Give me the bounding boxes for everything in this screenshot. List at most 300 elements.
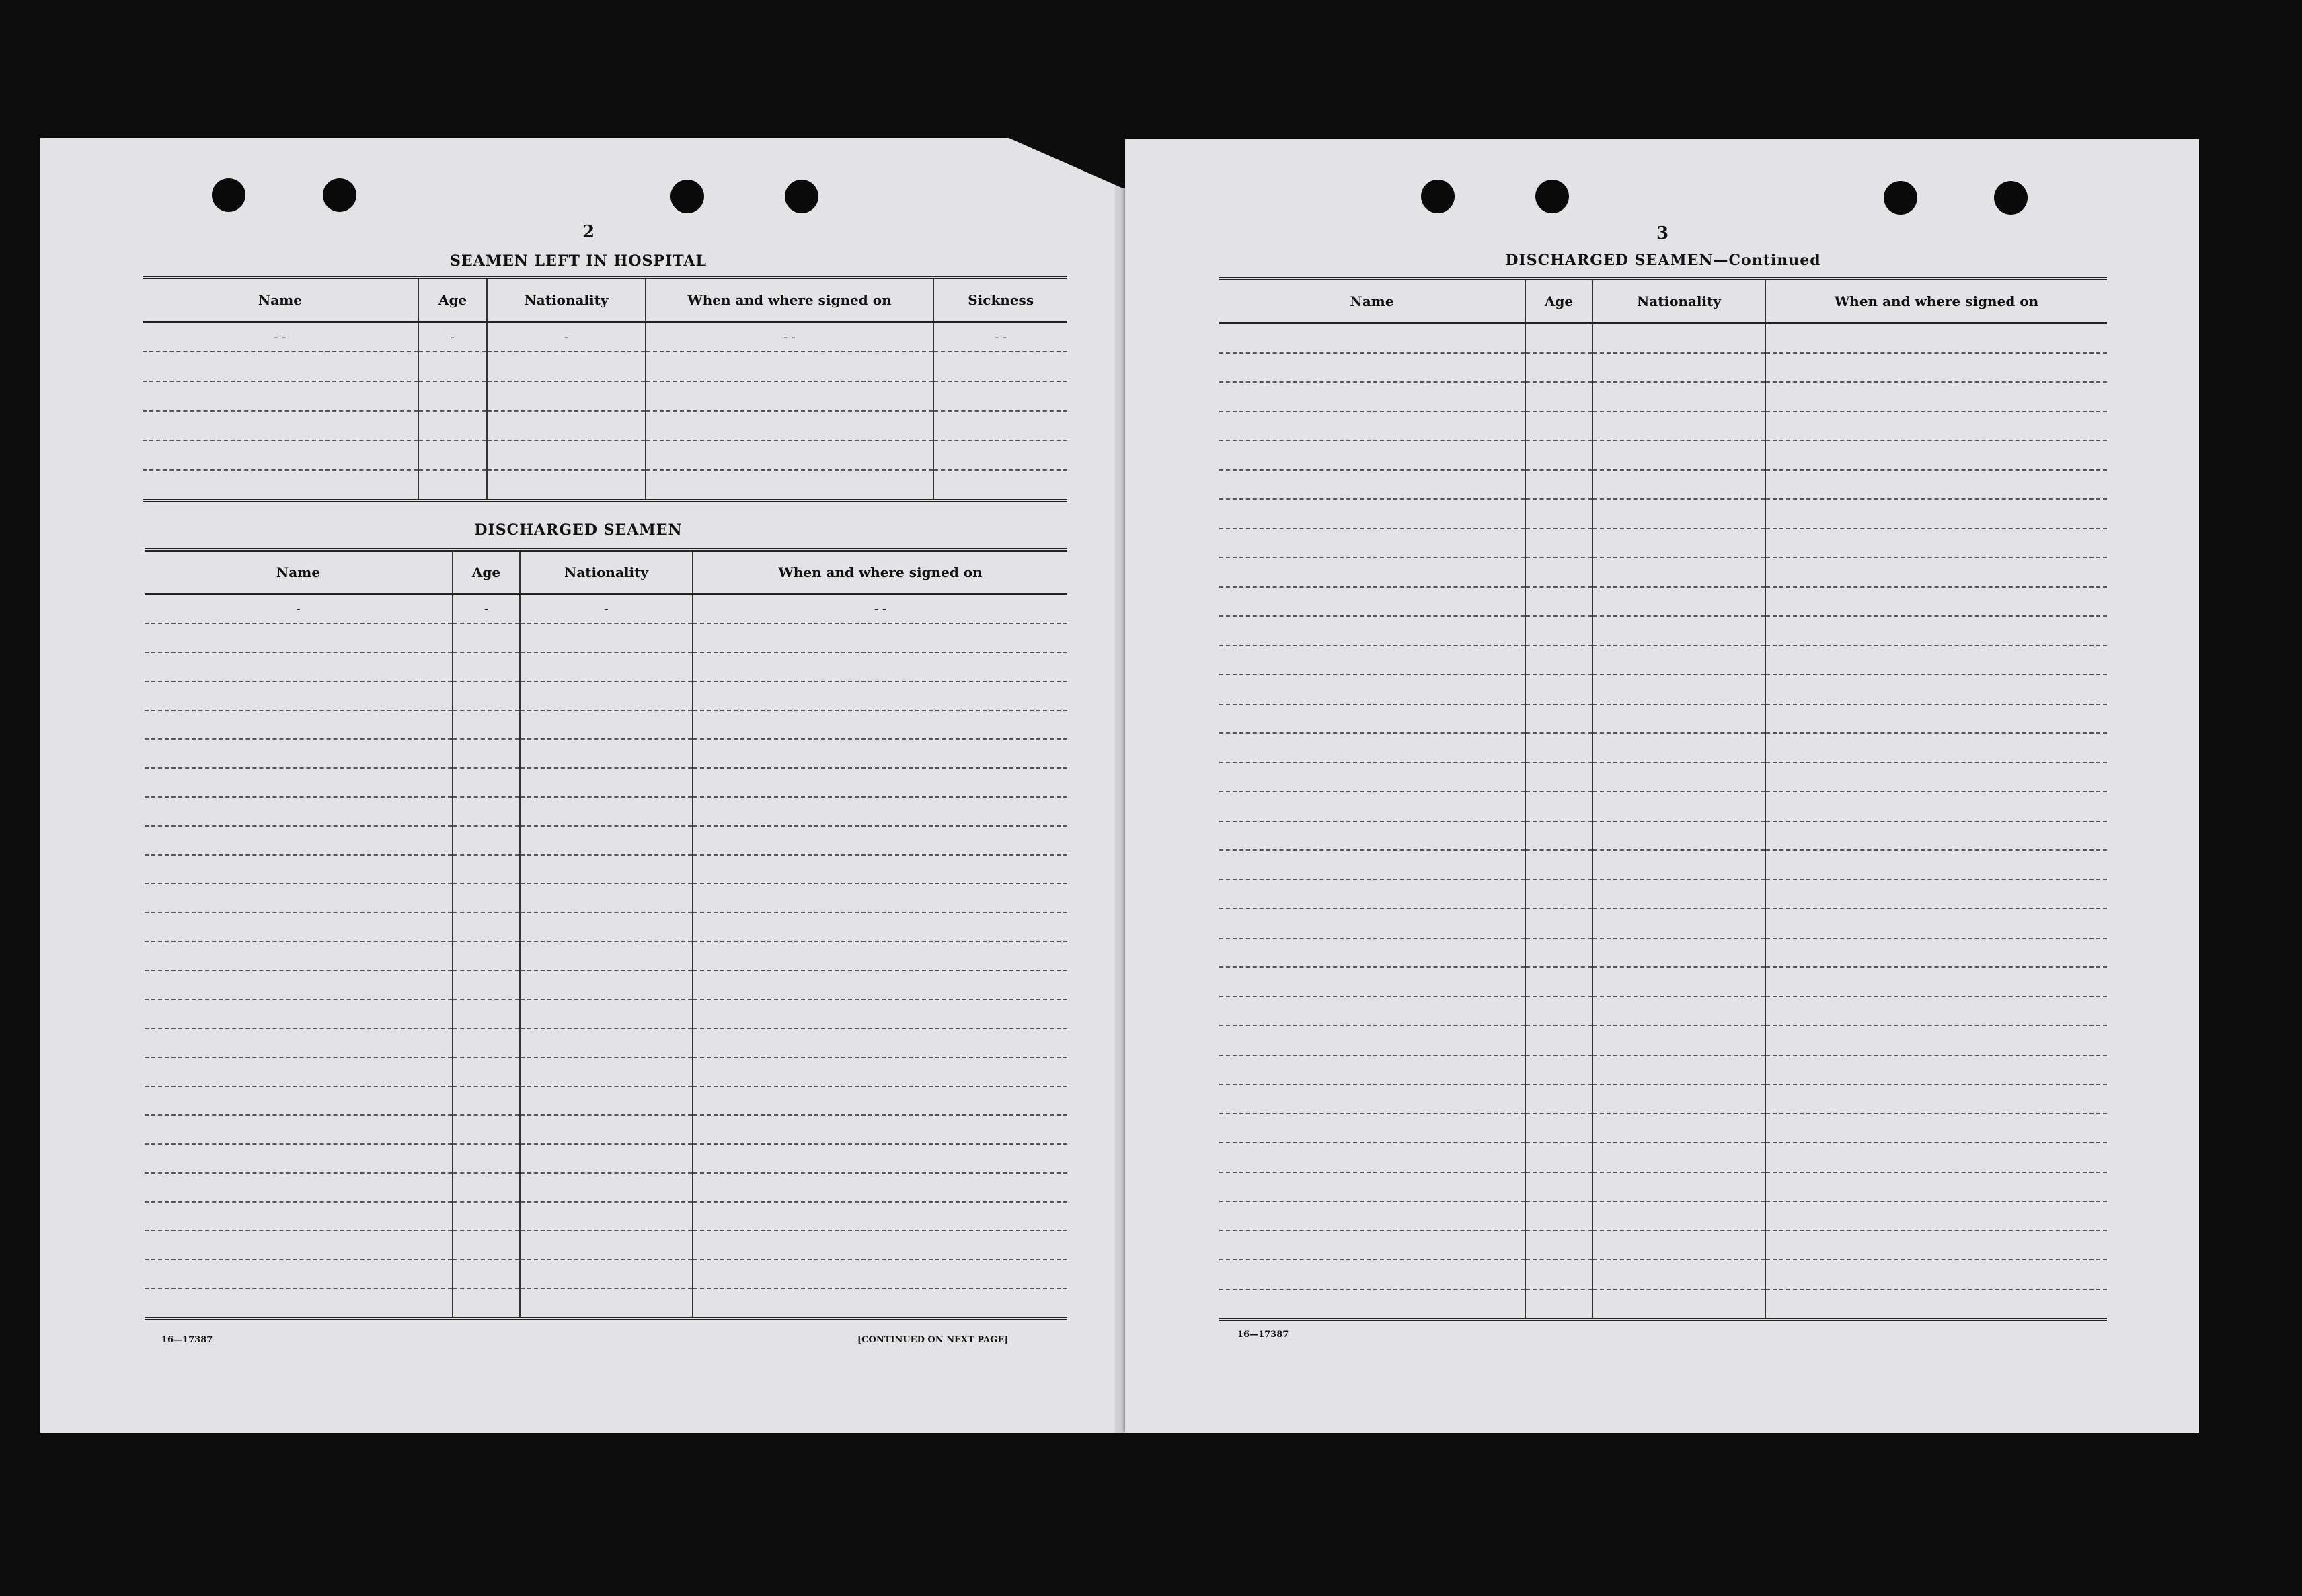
- table-cell: [145, 884, 453, 913]
- table-cell: [1525, 646, 1593, 675]
- table-cell: [1219, 412, 1525, 441]
- table-cell: [1219, 587, 1525, 617]
- table-cell: [1593, 763, 1765, 792]
- table-cell: [693, 623, 1067, 652]
- table-cell: [453, 826, 520, 855]
- table-cell: [1219, 1260, 1525, 1289]
- table-cell: [520, 710, 693, 739]
- table-cell: [1593, 616, 1765, 646]
- table-row: [1219, 441, 2107, 470]
- table-cell: [453, 1202, 520, 1231]
- table-row: [1219, 997, 2107, 1026]
- table-cell: [1219, 1055, 1525, 1085]
- table-cell: [145, 1115, 453, 1144]
- table-cell: [693, 1260, 1067, 1289]
- table-cell: [1219, 909, 1525, 938]
- table-cell: [1765, 646, 2107, 675]
- table-cell: [1219, 382, 1525, 412]
- table-cell: [693, 595, 1067, 624]
- discharged-header-row: [145, 550, 1067, 595]
- table-cell: [145, 710, 453, 739]
- column-header: Sickness: [933, 278, 1067, 322]
- table-cell: [418, 352, 487, 381]
- table-row: [1219, 1201, 2107, 1231]
- table-cell: [1525, 967, 1593, 997]
- table-cell: [1593, 646, 1765, 675]
- table-cell: [1593, 704, 1765, 734]
- table-cell: [1593, 1289, 1765, 1320]
- table-cell: [1593, 1260, 1765, 1289]
- table-row: [143, 352, 1067, 381]
- table-cell: [693, 681, 1067, 710]
- table-cell: [646, 411, 934, 441]
- table-row: [1219, 880, 2107, 909]
- table-row: [145, 1202, 1067, 1231]
- table-cell: [520, 652, 693, 681]
- table-row: [1219, 821, 2107, 851]
- table-cell: [145, 855, 453, 884]
- table-row: [145, 1231, 1067, 1260]
- table-cell: [693, 855, 1067, 884]
- table-cell: [1765, 441, 2107, 470]
- table-cell: [693, 884, 1067, 913]
- table-cell: [453, 1260, 520, 1289]
- table-row: [1219, 763, 2107, 792]
- table-cell: [1593, 997, 1765, 1026]
- table-cell: [487, 322, 645, 352]
- table-cell: [1593, 412, 1765, 441]
- table-cell: [145, 623, 453, 652]
- table-cell: [1219, 1289, 1525, 1320]
- table-cell: [453, 1231, 520, 1260]
- table-cell: [520, 1202, 693, 1231]
- table-row: [1219, 1260, 2107, 1289]
- table-cell: [693, 971, 1067, 999]
- table-cell: [1593, 938, 1765, 968]
- table-cell: [1219, 792, 1525, 821]
- table-cell: [1525, 1143, 1593, 1172]
- table-cell: [1525, 382, 1593, 412]
- table-cell: [453, 884, 520, 913]
- cell-text: -: [484, 602, 489, 616]
- table-cell: [1525, 733, 1593, 763]
- table-cell: [145, 913, 453, 942]
- table-row: [1219, 1172, 2107, 1202]
- table-cell: [145, 1086, 453, 1115]
- table-cell: [453, 768, 520, 797]
- table-cell: [1765, 1231, 2107, 1260]
- table-cell: [693, 797, 1067, 826]
- table-cell: [520, 1115, 693, 1144]
- table-row: [145, 739, 1067, 768]
- table-row: [143, 411, 1067, 441]
- table-cell: [145, 595, 453, 624]
- table-cell: [520, 623, 693, 652]
- table-cell: [1593, 529, 1765, 558]
- table-cell: [693, 768, 1067, 797]
- table-row: [1219, 675, 2107, 704]
- table-cell: [1593, 1084, 1765, 1114]
- table-cell: [487, 470, 645, 501]
- discharged-continued-table: [1219, 277, 2107, 1321]
- table-cell: [1593, 1055, 1765, 1085]
- table-cell: [1765, 967, 2107, 997]
- page-number: 2: [582, 222, 595, 242]
- table-cell: [1765, 470, 2107, 500]
- table-cell: [1219, 353, 1525, 383]
- table-row: [145, 1260, 1067, 1289]
- table-cell: [1525, 324, 1593, 353]
- table-cell: [487, 441, 645, 470]
- table-cell: [1219, 441, 1525, 470]
- table-cell: [1593, 1201, 1765, 1231]
- table-row: [1219, 529, 2107, 558]
- table-cell: [520, 1173, 693, 1202]
- page-number: 3: [1656, 223, 1669, 243]
- table-cell: [933, 381, 1067, 411]
- table-cell: [693, 1231, 1067, 1260]
- punch-hole: [1884, 181, 1917, 215]
- table-cell: [1525, 499, 1593, 529]
- table-cell: [453, 1086, 520, 1115]
- table-cell: [1219, 997, 1525, 1026]
- table-cell: [693, 1144, 1067, 1173]
- table-row: [145, 710, 1067, 739]
- table-cell: [1593, 441, 1765, 470]
- table-cell: [453, 739, 520, 768]
- table-cell: [1765, 704, 2107, 734]
- table-cell: [1525, 763, 1593, 792]
- table-cell: [1765, 587, 2107, 617]
- table-cell: [1765, 1172, 2107, 1202]
- table-cell: [453, 1115, 520, 1144]
- table-cell: [520, 768, 693, 797]
- table-cell: [1525, 850, 1593, 880]
- table-cell: [487, 411, 645, 441]
- table-row: [145, 1028, 1067, 1057]
- table-cell: [1593, 821, 1765, 851]
- table-row: [1219, 792, 2107, 821]
- table-row: [1219, 938, 2107, 968]
- table-cell: [520, 913, 693, 942]
- table-cell: [145, 1202, 453, 1231]
- table-cell: [520, 1231, 693, 1260]
- table-cell: [1219, 646, 1525, 675]
- table-row: [1219, 1084, 2107, 1114]
- table-row: [145, 1173, 1067, 1202]
- table-cell: [933, 470, 1067, 501]
- table-cell: [1525, 909, 1593, 938]
- table-cell: [418, 322, 487, 352]
- table-cell: [1765, 675, 2107, 704]
- table-cell: [1525, 1172, 1593, 1202]
- table-cell: [145, 999, 453, 1028]
- punch-hole: [212, 178, 245, 212]
- table-row: [143, 441, 1067, 470]
- column-header: When and where signed on: [1765, 279, 2107, 324]
- table-row: [1219, 1143, 2107, 1172]
- table-row: [1219, 1231, 2107, 1260]
- table-cell: [453, 681, 520, 710]
- table-cell: [1765, 616, 2107, 646]
- table-cell: [1593, 792, 1765, 821]
- table-cell: [520, 595, 693, 624]
- table-cell: [453, 1057, 520, 1086]
- table-row: [145, 1115, 1067, 1144]
- table-cell: [1593, 499, 1765, 529]
- table-row: [145, 595, 1067, 624]
- table-cell: [646, 470, 934, 501]
- table-row: [1219, 1055, 2107, 1085]
- table-row: [145, 826, 1067, 855]
- table-row: [145, 797, 1067, 826]
- table-cell: [145, 942, 453, 971]
- table-cell: [1593, 1114, 1765, 1143]
- table-row: [1219, 1114, 2107, 1143]
- left-page: [40, 138, 1116, 1433]
- table-cell: [143, 441, 418, 470]
- cell-text: - -: [995, 330, 1007, 344]
- table-cell: [933, 322, 1067, 352]
- table-cell: [693, 1173, 1067, 1202]
- table-cell: [1593, 1143, 1765, 1172]
- table-cell: [1525, 412, 1593, 441]
- table-cell: [1593, 382, 1765, 412]
- table-cell: [145, 739, 453, 768]
- discharged-rows: [145, 595, 1067, 1319]
- table-cell: [1765, 850, 2107, 880]
- table-row: [145, 681, 1067, 710]
- table-cell: [520, 942, 693, 971]
- table-cell: [453, 913, 520, 942]
- table-cell: [145, 797, 453, 826]
- table-row: [1219, 382, 2107, 412]
- table-cell: [933, 352, 1067, 381]
- column-header: Nationality: [487, 278, 645, 322]
- table-cell: [1765, 821, 2107, 851]
- table-cell: [1219, 1114, 1525, 1143]
- table-cell: [646, 352, 934, 381]
- table-row: [145, 768, 1067, 797]
- table-cell: [933, 441, 1067, 470]
- table-cell: [1765, 1114, 2107, 1143]
- table-cell: [1765, 1289, 2107, 1320]
- table-row: [1219, 324, 2107, 353]
- table-row: [1219, 1026, 2107, 1055]
- table-cell: [520, 797, 693, 826]
- table-cell: [453, 595, 520, 624]
- table-cell: [1219, 967, 1525, 997]
- table-cell: [453, 797, 520, 826]
- punch-hole: [1535, 180, 1569, 213]
- punch-hole: [785, 180, 818, 213]
- table-cell: [1765, 763, 2107, 792]
- table-row: [143, 470, 1067, 501]
- discharged-table: [145, 548, 1067, 1320]
- table-cell: [487, 381, 645, 411]
- table-row: [145, 999, 1067, 1028]
- table-cell: [1593, 675, 1765, 704]
- column-header: When and where signed on: [646, 278, 934, 322]
- table-cell: [1525, 821, 1593, 851]
- table-cell: [487, 352, 645, 381]
- table-row: [1219, 1289, 2107, 1320]
- table-cell: [1219, 880, 1525, 909]
- table-cell: [1765, 1201, 2107, 1231]
- table-cell: [1765, 909, 2107, 938]
- punch-hole: [670, 180, 704, 213]
- table-cell: [1525, 441, 1593, 470]
- table-cell: [1219, 733, 1525, 763]
- table-cell: [1525, 1260, 1593, 1289]
- column-header: When and where signed on: [693, 550, 1067, 595]
- table-cell: [1219, 470, 1525, 500]
- table-cell: [1525, 529, 1593, 558]
- table-cell: [418, 470, 487, 501]
- table-cell: [693, 710, 1067, 739]
- table-cell: [1765, 792, 2107, 821]
- table-row: [1219, 470, 2107, 500]
- table-cell: [520, 1028, 693, 1057]
- table-cell: [1765, 733, 2107, 763]
- table-row: [1219, 499, 2107, 529]
- table-cell: [1525, 470, 1593, 500]
- hospital-header-row: [143, 278, 1067, 322]
- hospital-section-title: SEAMEN LEFT IN HOSPITAL: [450, 252, 707, 270]
- table-cell: [143, 470, 418, 501]
- table-cell: [418, 381, 487, 411]
- table-cell: [1219, 558, 1525, 587]
- punch-hole: [323, 178, 356, 212]
- table-cell: [1525, 704, 1593, 734]
- table-cell: [520, 884, 693, 913]
- column-header: Name: [145, 550, 453, 595]
- table-row: [145, 1086, 1067, 1115]
- column-header: Name: [1219, 279, 1525, 324]
- table-cell: [145, 1028, 453, 1057]
- table-cell: [1593, 353, 1765, 383]
- table-cell: [1765, 1260, 2107, 1289]
- hospital-table: [143, 276, 1067, 502]
- table-cell: [1765, 382, 2107, 412]
- table-cell: [1525, 792, 1593, 821]
- table-cell: [1525, 1026, 1593, 1055]
- table-row: [145, 884, 1067, 913]
- table-cell: [453, 971, 520, 999]
- table-cell: [453, 1289, 520, 1319]
- table-cell: [1219, 1172, 1525, 1202]
- table-cell: [1765, 1026, 2107, 1055]
- table-cell: [145, 681, 453, 710]
- table-cell: [145, 971, 453, 999]
- form-code: 16—17387: [161, 1335, 213, 1345]
- table-cell: [145, 826, 453, 855]
- table-row: [1219, 353, 2107, 383]
- table-cell: [1525, 353, 1593, 383]
- table-cell: [1765, 1055, 2107, 1085]
- table-cell: [1219, 704, 1525, 734]
- discharged-continued-title: DISCHARGED SEAMEN—Continued: [1505, 252, 1821, 269]
- table-cell: [143, 352, 418, 381]
- cell-text: - -: [274, 330, 286, 344]
- table-cell: [1525, 880, 1593, 909]
- table-cell: [520, 1144, 693, 1173]
- table-cell: [1525, 1289, 1593, 1320]
- table-cell: [693, 999, 1067, 1028]
- table-cell: [1593, 587, 1765, 617]
- table-cell: [693, 1057, 1067, 1086]
- table-cell: [145, 652, 453, 681]
- table-cell: [646, 381, 934, 411]
- table-row: [145, 652, 1067, 681]
- table-cell: [1593, 324, 1765, 353]
- cell-text: -: [451, 330, 455, 344]
- table-cell: [143, 411, 418, 441]
- table-cell: [933, 411, 1067, 441]
- form-code: 16—17387: [1237, 1330, 1289, 1340]
- table-row: [145, 1289, 1067, 1319]
- table-cell: [1765, 1143, 2107, 1172]
- table-cell: [1765, 997, 2107, 1026]
- table-cell: [520, 826, 693, 855]
- table-cell: [1593, 967, 1765, 997]
- table-row: [145, 855, 1067, 884]
- table-cell: [520, 739, 693, 768]
- punch-hole: [1994, 181, 2028, 215]
- table-row: [1219, 909, 2107, 938]
- right-page: [1125, 139, 2199, 1433]
- table-cell: [453, 855, 520, 884]
- punch-hole: [1421, 180, 1455, 213]
- table-cell: [1525, 997, 1593, 1026]
- table-cell: [453, 652, 520, 681]
- table-cell: [1765, 324, 2107, 353]
- table-cell: [1219, 529, 1525, 558]
- table-cell: [145, 1144, 453, 1173]
- table-row: [145, 913, 1067, 942]
- table-cell: [1593, 909, 1765, 938]
- table-row: [1219, 704, 2107, 734]
- cell-text: -: [564, 330, 569, 344]
- table-cell: [1219, 1231, 1525, 1260]
- table-cell: [1593, 1026, 1765, 1055]
- column-header: Nationality: [1593, 279, 1765, 324]
- table-cell: [1525, 1114, 1593, 1143]
- table-row: [1219, 558, 2107, 587]
- table-cell: [1525, 938, 1593, 968]
- table-row: [143, 381, 1067, 411]
- table-cell: [453, 999, 520, 1028]
- table-row: [1219, 733, 2107, 763]
- table-cell: [145, 1289, 453, 1319]
- table-cell: [1593, 558, 1765, 587]
- table-cell: [693, 826, 1067, 855]
- table-cell: [1593, 880, 1765, 909]
- table-cell: [520, 855, 693, 884]
- table-row: [1219, 587, 2107, 617]
- table-cell: [1765, 938, 2107, 968]
- table-cell: [520, 1289, 693, 1319]
- table-cell: [1765, 353, 2107, 383]
- table-cell: [520, 1086, 693, 1115]
- table-cell: [418, 411, 487, 441]
- continued-header-row: [1219, 279, 2107, 324]
- table-cell: [1525, 1084, 1593, 1114]
- column-header: Age: [418, 278, 487, 322]
- table-row: [145, 942, 1067, 971]
- table-cell: [1219, 499, 1525, 529]
- table-row: [145, 623, 1067, 652]
